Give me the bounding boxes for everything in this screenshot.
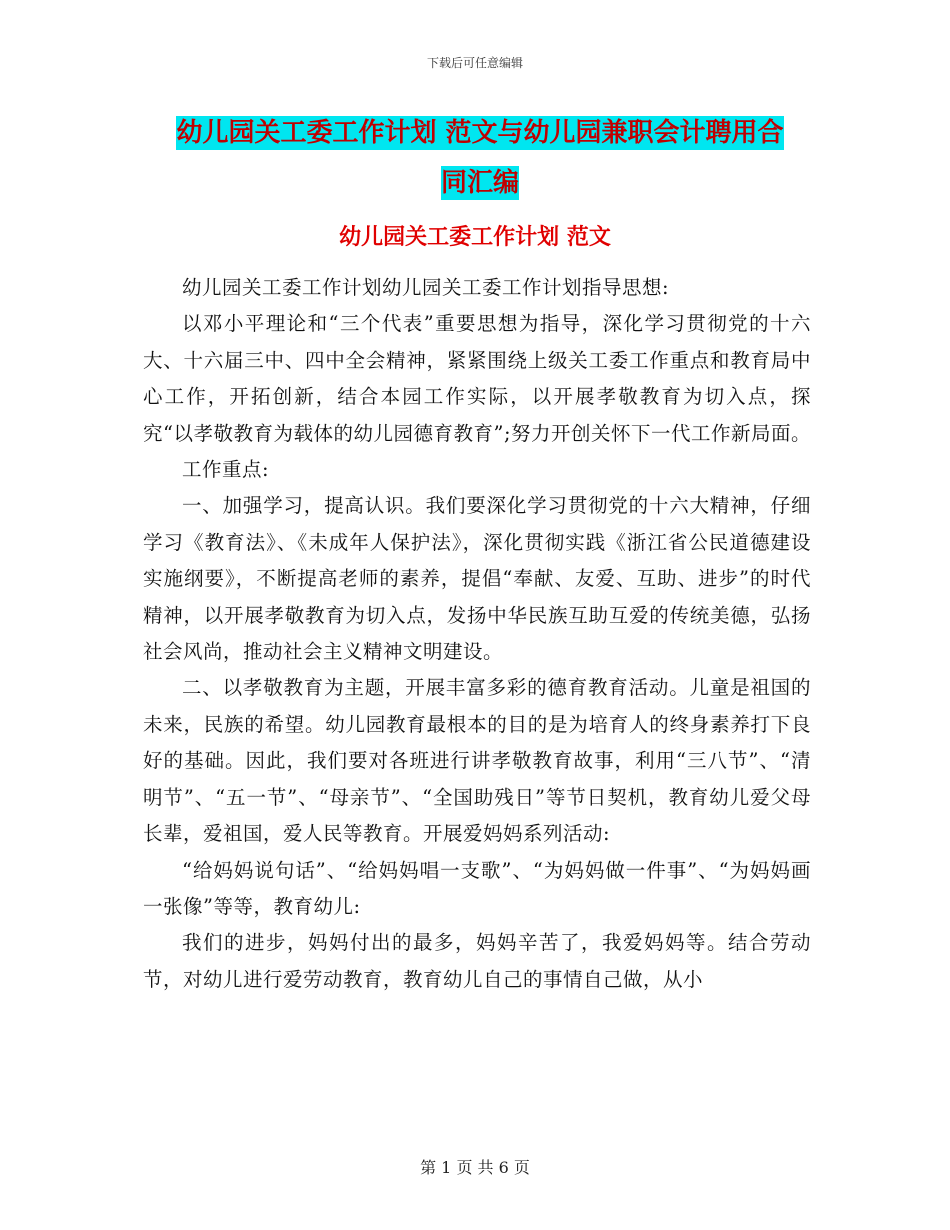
title-line-1: 幼儿园关工委工作计划 范文与幼儿园兼职会计聘用合 (176, 118, 784, 148)
header-note: 下载后可任意编辑 (426, 56, 523, 70)
paragraph: 工作重点: (182, 458, 270, 482)
paragraph: 二、以孝敬教育为主题，开展丰富多彩的德育教育活动。儿童是祖国的未来，民族的希望。幼儿园教育最根本的目的是为培育人的终身素养打下良好的基础。因此，我们要对各班进行讲孝敬教育故事，利用“三八节”、“清明节”、“五一节”、“母亲节”、“全国助残日”等节日契机，教育幼儿爱父母长辈，爱祖国，爱人民等教育。开展爱妈妈系列活动: (143, 676, 811, 846)
paragraph: 以邓小平理论和“三个代表”重要思想为指导，深化学习贯彻党的十六大、十六届三中、四中全会精神，紧紧围绕上级关工委工作重点和教育局中心工作，开拓创新，结合本园工作实际，以开展孝敬教育为切入点，探究“以孝敬教育为载体的幼儿园德育教育”;努力开创关怀下一代工作新局面。 (143, 312, 812, 445)
title-line-2: 同汇编 (440, 168, 519, 198)
paragraph: 我们的进步，妈妈付出的最多，妈妈辛苦了，我爱妈妈等。结合劳动节，对幼儿进行爱劳动教育，教育幼儿自己的事情自己做，从小 (143, 931, 811, 991)
paragraph: “给妈妈说句话”、“给妈妈唱一支歌”、“为妈妈做一件事”、“为妈妈画一张像”等等，教育幼儿: (143, 858, 811, 918)
body-text (143, 270, 811, 998)
section-title: 幼儿园关工委工作计划 范文 (339, 225, 611, 250)
page-footer: 第 1 页 共 6 页 (420, 1158, 530, 1177)
document-title (140, 108, 820, 208)
paragraph: 幼儿园关工委工作计划幼儿园关工委工作计划指导思想: (182, 276, 670, 299)
paragraph: 一、加强学习，提高认识。我们要深化学习贯彻党的十六大精神，仔细学习《教育法》、《未成年人保护法》，深化贯彻实践《浙江省公民道德建设实施纲要》，不断提高老师的素养，提倡“奉献、友爱、互助、进步”的时代精神，以开展孝敬教育为切入点，发扬中华民族互助互爱的传统美德，弘扬社会风尚，推动社会主义精神文明建设。 (143, 494, 811, 664)
